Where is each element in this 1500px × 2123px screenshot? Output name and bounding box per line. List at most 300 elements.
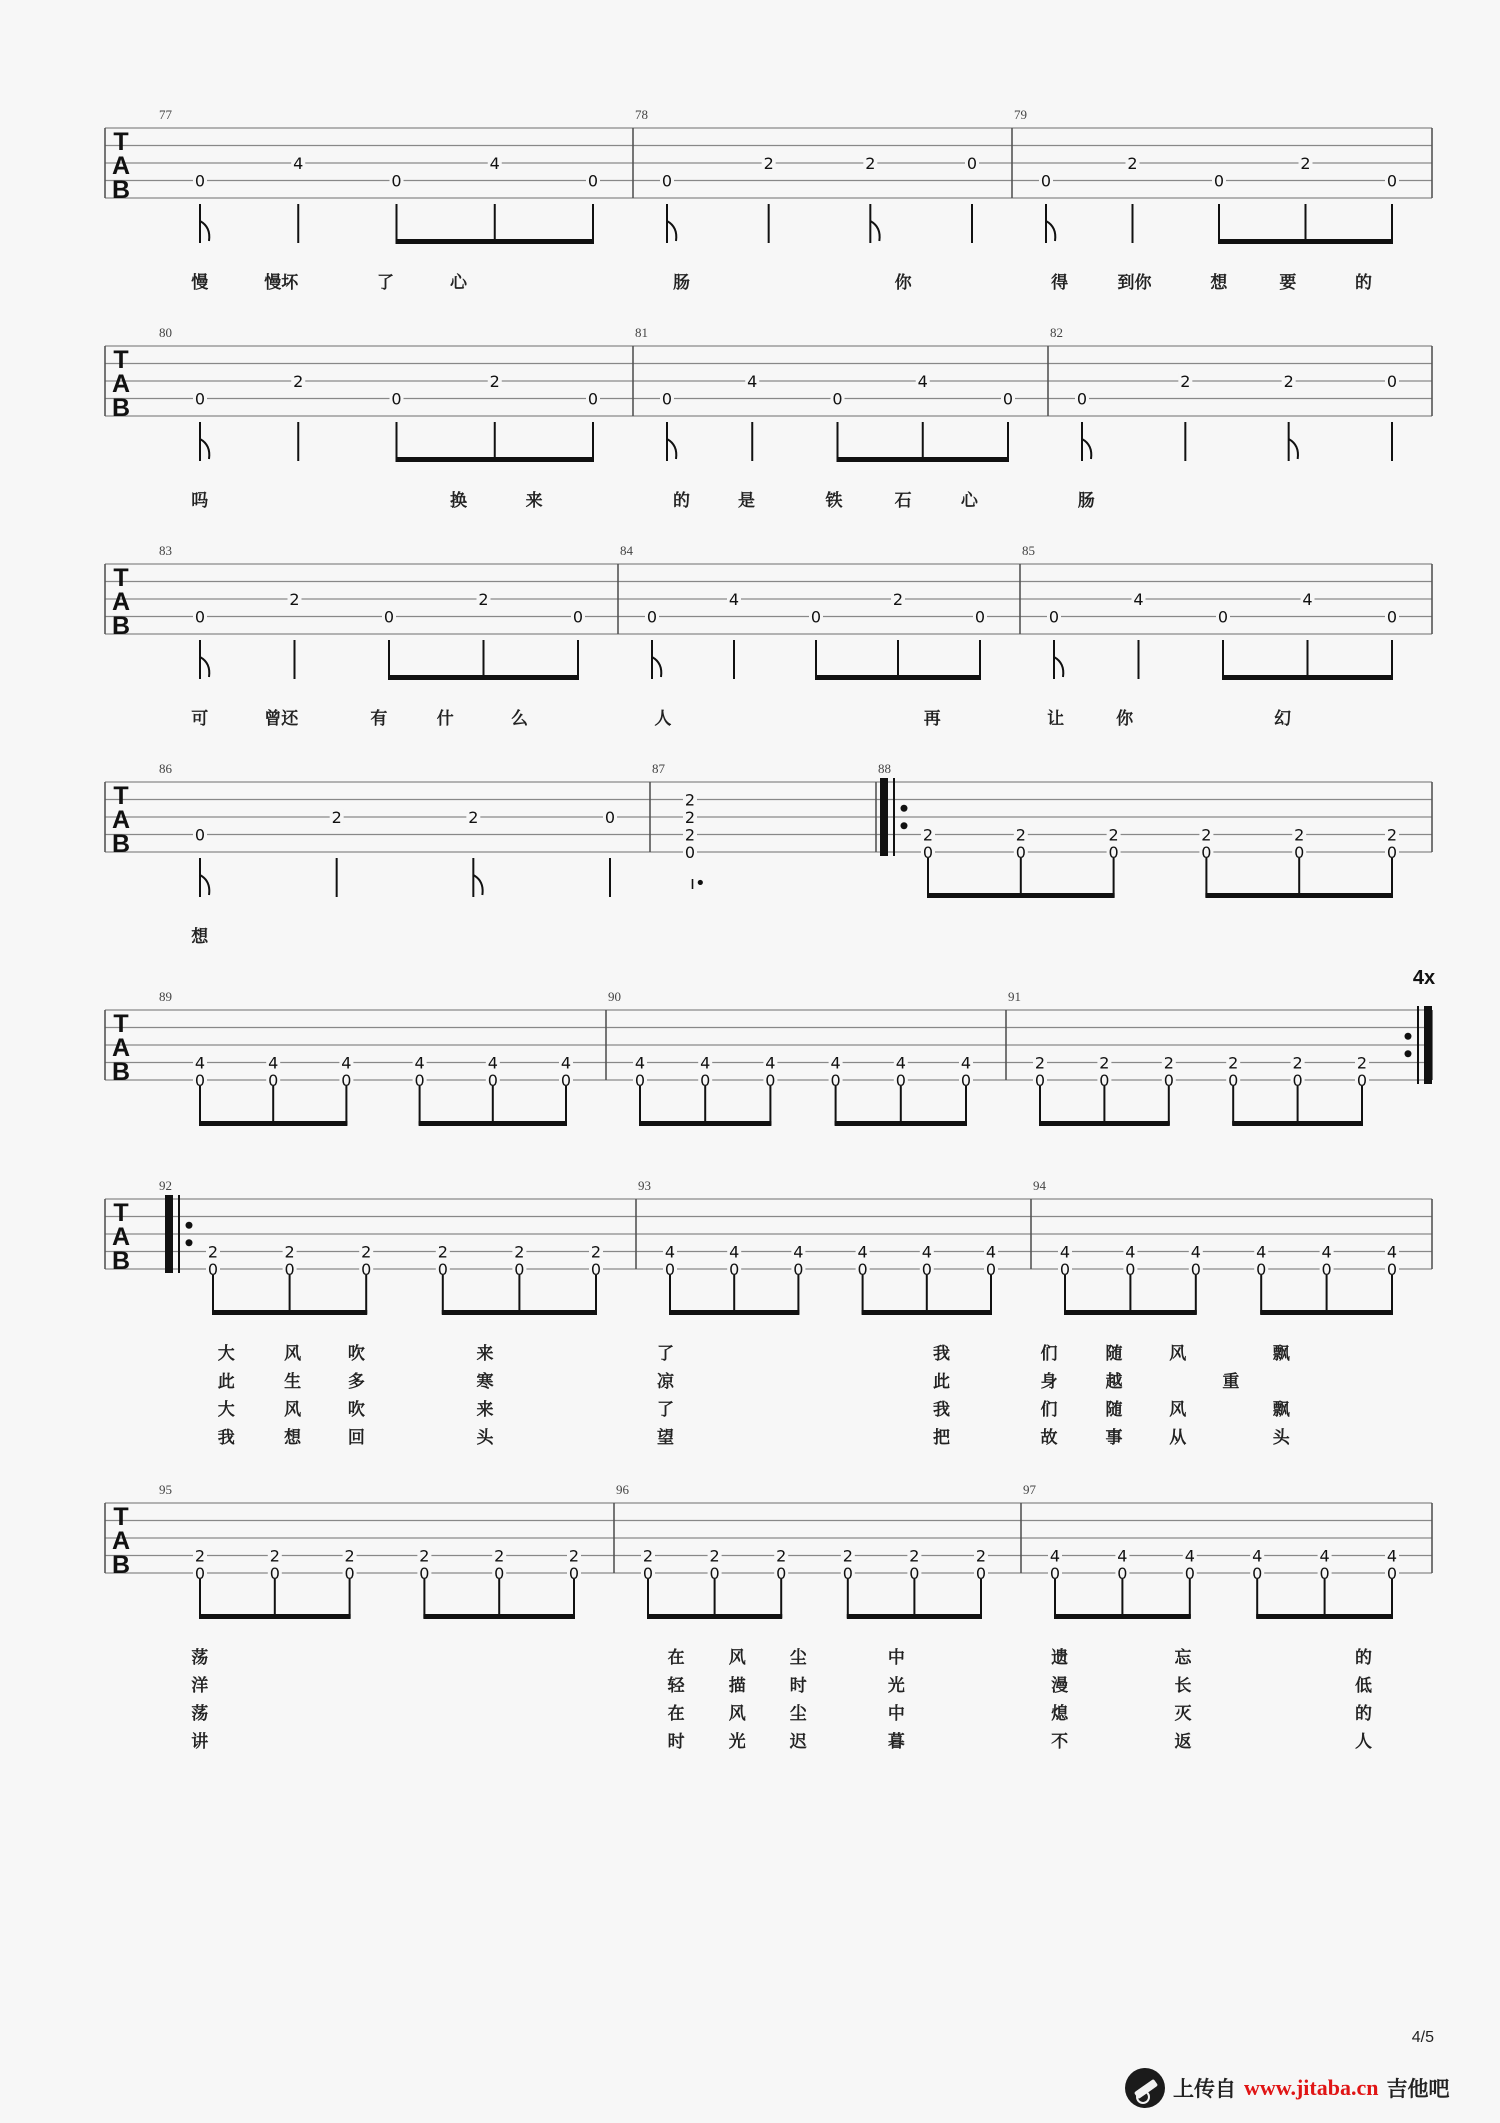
lyric-syllable: 遗 bbox=[1051, 1648, 1069, 1668]
tab-clef-letter-a: A bbox=[111, 588, 131, 616]
lyric-syllable: 有 bbox=[370, 709, 388, 729]
lyric-syllable: 换 bbox=[450, 491, 468, 511]
eighth-note-flag bbox=[667, 439, 676, 459]
fret-number: 0 bbox=[1048, 607, 1060, 627]
lyric-syllable: 灭 bbox=[1174, 1704, 1192, 1724]
eighth-note-beam bbox=[388, 675, 579, 680]
tab-clef-letter-a: A bbox=[111, 1527, 131, 1555]
fret-number: 2 bbox=[909, 1546, 920, 1566]
fret-number: 0 bbox=[842, 1564, 853, 1583]
lyric-syllable: 吹 bbox=[347, 1400, 365, 1420]
lyric-syllable: 人 bbox=[1355, 1732, 1373, 1752]
fret-number: 0 bbox=[568, 1564, 580, 1583]
fret-number: 0 bbox=[1386, 171, 1398, 191]
tab-clef-letter-b: B bbox=[111, 612, 131, 640]
lyric-syllable: 想 bbox=[191, 927, 209, 947]
fret-number: 0 bbox=[194, 607, 206, 627]
lyric-syllable: 幻 bbox=[1274, 709, 1292, 729]
fret-number: 0 bbox=[344, 1564, 355, 1583]
lyric-syllable: 越 bbox=[1105, 1372, 1123, 1392]
lyric-syllable: 把 bbox=[933, 1428, 951, 1448]
tab-clef-letter-t: T bbox=[113, 1199, 129, 1227]
fret-number: 0 bbox=[1163, 1071, 1174, 1090]
fret-number: 2 bbox=[975, 1546, 987, 1566]
fret-number: 0 bbox=[960, 1071, 972, 1090]
fret-number: 0 bbox=[1256, 1260, 1267, 1279]
lyric-syllable: 风 bbox=[728, 1704, 746, 1724]
measure-number: 86 bbox=[159, 761, 172, 776]
fret-number: 4 bbox=[293, 154, 304, 173]
fret-number: 0 bbox=[341, 1071, 352, 1090]
lyric-syllable: 随 bbox=[1105, 1400, 1123, 1420]
fret-number: 0 bbox=[207, 1260, 219, 1279]
eighth-note-beam bbox=[862, 1310, 992, 1315]
repeat-dot bbox=[186, 1239, 193, 1246]
fret-number: 0 bbox=[284, 1260, 295, 1279]
eighth-note-flag bbox=[652, 657, 661, 677]
lyric-syllable: 低 bbox=[1355, 1676, 1373, 1696]
lyric-syllable: 到你 bbox=[1117, 273, 1152, 293]
eighth-note-beam bbox=[1054, 1614, 1191, 1619]
eighth-note-flag bbox=[200, 657, 209, 677]
repeat-dot bbox=[1405, 1033, 1412, 1040]
tab-clef-letter-a: A bbox=[111, 806, 131, 834]
eighth-note-beam bbox=[847, 1614, 982, 1619]
fret-number: 0 bbox=[560, 1071, 572, 1090]
eighth-note-beam bbox=[837, 457, 1010, 462]
fret-number: 2 bbox=[1283, 372, 1294, 391]
measure-number: 92 bbox=[159, 1178, 172, 1193]
fret-number: 0 bbox=[1356, 1071, 1368, 1090]
eighth-note-beam bbox=[1260, 1310, 1393, 1315]
lyric-syllable: 在 bbox=[667, 1648, 685, 1668]
fret-number: 0 bbox=[383, 607, 395, 627]
eighth-note-beam bbox=[1256, 1614, 1393, 1619]
fret-number: 0 bbox=[494, 1564, 505, 1583]
lyric-syllable: 慢坏 bbox=[264, 273, 299, 293]
eighth-note-beam bbox=[199, 1614, 351, 1619]
eighth-note-beam bbox=[199, 1121, 347, 1126]
lyric-syllable: 重 bbox=[1222, 1372, 1240, 1392]
fret-number: 4 bbox=[1133, 590, 1144, 609]
tab-clef-letter-a: A bbox=[111, 1223, 131, 1251]
tab-clef-letter-t: T bbox=[113, 1010, 129, 1038]
lyric-syllable: 寒 bbox=[476, 1372, 494, 1392]
lyric-syllable: 们 bbox=[1040, 1400, 1058, 1420]
repeat-dot bbox=[901, 822, 908, 829]
fret-number: 4 bbox=[765, 1053, 776, 1073]
fret-number: 4 bbox=[1321, 1242, 1332, 1262]
lyric-syllable: 在 bbox=[667, 1704, 685, 1724]
lyric-syllable: 身 bbox=[1040, 1372, 1058, 1392]
fret-number: 0 bbox=[1213, 171, 1225, 191]
fret-number: 0 bbox=[646, 607, 658, 627]
fret-number: 2 bbox=[269, 1546, 280, 1566]
fret-number: 0 bbox=[895, 1071, 906, 1090]
fret-number: 0 bbox=[985, 1260, 997, 1279]
lyric-syllable: 此 bbox=[217, 1372, 235, 1392]
repeat-dot bbox=[186, 1222, 193, 1229]
fret-number: 0 bbox=[419, 1564, 430, 1583]
lyric-syllable: 风 bbox=[284, 1400, 302, 1420]
fret-number: 0 bbox=[1386, 843, 1398, 862]
fret-number: 4 bbox=[487, 1053, 498, 1073]
fret-number: 0 bbox=[1217, 607, 1229, 627]
fret-number: 2 bbox=[1180, 372, 1191, 391]
fret-number: 0 bbox=[1117, 1564, 1128, 1583]
lyric-syllable: 荡 bbox=[191, 1648, 209, 1668]
lyric-syllable: 大 bbox=[217, 1344, 235, 1364]
measure-number: 93 bbox=[638, 1178, 651, 1193]
fret-number: 0 bbox=[194, 1071, 206, 1090]
lyric-syllable: 描 bbox=[728, 1676, 746, 1696]
fret-number: 0 bbox=[1201, 843, 1212, 862]
fret-number: 4 bbox=[194, 1053, 206, 1073]
fret-number: 4 bbox=[1125, 1242, 1136, 1262]
fret-number: 0 bbox=[1386, 1260, 1398, 1279]
tab-clef-letter-t: T bbox=[113, 782, 129, 810]
fret-number: 0 bbox=[642, 1564, 654, 1583]
repeat-start-thick-bar bbox=[165, 1195, 173, 1273]
upload-site-url[interactable]: www.jitaba.cn bbox=[1244, 2075, 1379, 2100]
fret-number: 2 bbox=[514, 1242, 525, 1262]
fret-number: 2 bbox=[590, 1242, 602, 1262]
fret-number: 0 bbox=[909, 1564, 920, 1583]
lyric-syllable: 长 bbox=[1174, 1676, 1192, 1696]
tab-clef-letter-b: B bbox=[111, 394, 131, 422]
measure-number: 78 bbox=[635, 107, 648, 122]
eighth-note-flag bbox=[667, 221, 676, 241]
fret-number: 4 bbox=[1386, 1546, 1398, 1566]
tab-clef-letter-b: B bbox=[111, 830, 131, 858]
lyric-syllable: 光 bbox=[887, 1676, 905, 1696]
lyric-syllable: 忘 bbox=[1174, 1648, 1192, 1668]
fret-number: 2 bbox=[494, 1546, 505, 1566]
fret-number: 0 bbox=[1034, 1071, 1046, 1090]
fret-number: 2 bbox=[437, 1242, 448, 1262]
lyric-syllable: 返 bbox=[1174, 1732, 1192, 1752]
lyric-syllable: 是 bbox=[737, 491, 755, 511]
lyric-syllable: 迟 bbox=[789, 1732, 807, 1752]
lyric-syllable: 的 bbox=[1355, 1648, 1373, 1668]
lyric-syllable: 了 bbox=[377, 273, 395, 293]
fret-number: 2 bbox=[1294, 825, 1305, 845]
lyric-syllable: 飘 bbox=[1272, 1344, 1290, 1364]
fret-number: 2 bbox=[1015, 825, 1026, 845]
eighth-note-beam bbox=[835, 1121, 967, 1126]
fret-number: 2 bbox=[1292, 1053, 1303, 1073]
lyric-syllable: 故 bbox=[1040, 1428, 1058, 1448]
eighth-note-flag bbox=[1046, 221, 1055, 241]
page-number: 4/5 bbox=[1411, 2029, 1434, 2046]
lyric-syllable: 我 bbox=[933, 1344, 951, 1364]
lyric-syllable: 来 bbox=[525, 491, 543, 511]
eighth-note-beam bbox=[927, 893, 1115, 898]
repeat-start-thick-bar bbox=[880, 778, 888, 856]
fret-number: 0 bbox=[810, 607, 822, 627]
lyric-syllable: 风 bbox=[284, 1344, 302, 1364]
eighth-note-flag bbox=[1289, 439, 1298, 459]
fret-number: 2 bbox=[684, 790, 696, 810]
eighth-note-beam bbox=[1232, 1121, 1363, 1126]
eighth-note-beam bbox=[1064, 1310, 1197, 1315]
eighth-note-beam bbox=[1218, 239, 1393, 244]
lyric-syllable: 心 bbox=[960, 491, 978, 511]
lyric-syllable: 了 bbox=[657, 1344, 675, 1364]
eighth-note-beam bbox=[419, 1121, 567, 1126]
eighth-note-beam bbox=[212, 1310, 367, 1315]
fret-number: 0 bbox=[194, 171, 206, 191]
fret-number: 2 bbox=[289, 590, 300, 609]
fret-number: 4 bbox=[560, 1053, 572, 1073]
measure-number: 88 bbox=[878, 761, 891, 776]
lyric-syllable: 石 bbox=[894, 491, 912, 511]
lyric-syllable: 慢 bbox=[191, 273, 209, 293]
lyric-syllable: 事 bbox=[1105, 1428, 1123, 1448]
tab-clef-letter-t: T bbox=[113, 564, 129, 592]
eighth-note-beam bbox=[396, 457, 595, 462]
fret-number: 0 bbox=[1252, 1564, 1263, 1583]
lyric-syllable: 要 bbox=[1279, 273, 1297, 293]
fret-number: 0 bbox=[587, 389, 599, 409]
measure-number: 91 bbox=[1008, 989, 1021, 1004]
fret-number: 2 bbox=[207, 1242, 219, 1262]
fret-number: 0 bbox=[776, 1564, 787, 1583]
fret-number: 0 bbox=[487, 1071, 498, 1090]
fret-number: 0 bbox=[709, 1564, 720, 1583]
fret-number: 2 bbox=[478, 590, 489, 609]
fret-number: 0 bbox=[1292, 1071, 1303, 1090]
eighth-note-beam bbox=[647, 1614, 782, 1619]
fret-number: 0 bbox=[1184, 1564, 1195, 1583]
measure-number: 97 bbox=[1023, 1482, 1036, 1497]
tab-clef-letter-b: B bbox=[111, 1551, 131, 1579]
fret-number: 2 bbox=[1356, 1053, 1368, 1073]
fret-number: 0 bbox=[832, 389, 843, 409]
eighth-note-beam bbox=[815, 675, 981, 680]
lyric-syllable: 凉 bbox=[657, 1372, 675, 1392]
lyric-syllable: 漫 bbox=[1051, 1676, 1069, 1696]
eighth-note-beam bbox=[1205, 893, 1393, 898]
fret-number: 2 bbox=[331, 808, 342, 827]
fret-number: 2 bbox=[1099, 1053, 1110, 1073]
fret-number: 2 bbox=[568, 1546, 580, 1566]
fret-number: 0 bbox=[634, 1071, 646, 1090]
lyric-syllable: 肠 bbox=[1077, 491, 1095, 511]
lyric-syllable: 肠 bbox=[672, 273, 690, 293]
lyric-syllable: 光 bbox=[728, 1732, 746, 1752]
fret-number: 0 bbox=[729, 1260, 740, 1279]
lyric-syllable: 你 bbox=[894, 273, 912, 293]
fret-number: 0 bbox=[966, 154, 978, 173]
eighth-note-flag bbox=[200, 875, 209, 895]
fret-number: 4 bbox=[268, 1053, 279, 1073]
eighth-note-beam bbox=[442, 1310, 597, 1315]
lyric-syllable: 想 bbox=[1210, 273, 1228, 293]
lyric-syllable: 中 bbox=[887, 1648, 905, 1668]
fret-number: 2 bbox=[776, 1546, 787, 1566]
lyric-syllable: 风 bbox=[728, 1648, 746, 1668]
fret-number: 0 bbox=[1015, 843, 1026, 862]
lyric-syllable: 想 bbox=[284, 1428, 302, 1448]
fret-number: 0 bbox=[684, 843, 696, 862]
tab-clef-letter-b: B bbox=[111, 176, 131, 204]
jitaba-logo-icon bbox=[1125, 2068, 1165, 2108]
lyric-syllable: 从 bbox=[1169, 1428, 1187, 1448]
measure-number: 81 bbox=[635, 325, 648, 340]
fret-number: 4 bbox=[921, 1242, 932, 1262]
fret-number: 2 bbox=[763, 154, 774, 173]
lyric-syllable: 暮 bbox=[887, 1732, 905, 1752]
tab-clef-letter-a: A bbox=[111, 1034, 131, 1062]
fret-number: 2 bbox=[344, 1546, 355, 1566]
fret-number: 2 bbox=[892, 590, 904, 609]
fret-number: 0 bbox=[1059, 1260, 1071, 1279]
measure-number: 83 bbox=[159, 543, 172, 558]
upload-credit[interactable] bbox=[1125, 2068, 1449, 2108]
tab-clef-letter-t: T bbox=[113, 346, 129, 374]
fret-number: 2 bbox=[684, 808, 696, 827]
tab-clef-letter-t: T bbox=[113, 1503, 129, 1531]
lyric-syllable: 来 bbox=[476, 1344, 494, 1364]
measure-number: 82 bbox=[1050, 325, 1063, 340]
measure-number: 94 bbox=[1033, 1178, 1046, 1193]
fret-number: 4 bbox=[1256, 1242, 1267, 1262]
measure-number: 84 bbox=[620, 543, 633, 558]
fret-number: 4 bbox=[895, 1053, 906, 1073]
fret-number: 0 bbox=[572, 607, 584, 627]
fret-number: 4 bbox=[729, 1242, 740, 1262]
fret-number: 4 bbox=[414, 1053, 425, 1073]
lyric-syllable: 可 bbox=[191, 709, 209, 729]
fret-number: 2 bbox=[361, 1242, 372, 1262]
fret-number: 0 bbox=[269, 1564, 280, 1583]
fret-number: 2 bbox=[684, 825, 696, 845]
fret-number: 2 bbox=[1127, 154, 1138, 173]
fret-number: 0 bbox=[391, 389, 402, 409]
tab-clef-letter-b: B bbox=[111, 1247, 131, 1275]
fret-number: 0 bbox=[922, 843, 934, 862]
lyric-syllable: 让 bbox=[1047, 709, 1065, 729]
eighth-note-beam bbox=[639, 1121, 771, 1126]
lyric-syllable: 头 bbox=[1272, 1428, 1290, 1448]
fret-number: 0 bbox=[268, 1071, 279, 1090]
lyric-syllable: 荡 bbox=[191, 1704, 209, 1724]
fret-number: 4 bbox=[341, 1053, 352, 1073]
fret-number: 4 bbox=[1386, 1242, 1398, 1262]
lyric-syllable: 的 bbox=[1355, 273, 1373, 293]
fret-number: 4 bbox=[960, 1053, 972, 1073]
fret-number: 0 bbox=[700, 1071, 711, 1090]
eighth-note-beam bbox=[1039, 1121, 1170, 1126]
measure-number: 90 bbox=[608, 989, 621, 1004]
lyric-syllable: 吗 bbox=[191, 491, 209, 511]
fret-number: 0 bbox=[1386, 1564, 1398, 1583]
fret-number: 4 bbox=[747, 372, 758, 391]
lyric-syllable: 望 bbox=[657, 1428, 675, 1448]
lyric-syllable: 们 bbox=[1040, 1344, 1058, 1364]
fret-number: 0 bbox=[1319, 1564, 1330, 1583]
lyric-syllable: 中 bbox=[887, 1704, 905, 1724]
lyric-syllable: 生 bbox=[284, 1372, 302, 1392]
eighth-note-flag bbox=[870, 221, 879, 241]
lyric-syllable: 吹 bbox=[347, 1344, 365, 1364]
lyric-syllable: 洋 bbox=[191, 1676, 209, 1696]
eighth-note-flag bbox=[200, 439, 209, 459]
lyric-syllable: 人 bbox=[654, 709, 672, 729]
lyric-syllable: 头 bbox=[476, 1428, 494, 1448]
lyric-syllable: 时 bbox=[667, 1732, 685, 1752]
repeat-dot bbox=[1405, 1050, 1412, 1057]
fret-number: 0 bbox=[414, 1071, 425, 1090]
fret-number: 0 bbox=[1040, 171, 1052, 191]
fret-number: 4 bbox=[1059, 1242, 1071, 1262]
fret-number: 4 bbox=[985, 1242, 997, 1262]
lyric-syllable: 此 bbox=[933, 1372, 951, 1392]
fret-number: 0 bbox=[661, 171, 673, 191]
fret-number: 0 bbox=[361, 1260, 372, 1279]
fret-number: 0 bbox=[604, 808, 616, 827]
repeat-end-thick-bar bbox=[1424, 1006, 1432, 1084]
lyric-syllable: 熄 bbox=[1051, 1704, 1069, 1724]
fret-number: 0 bbox=[1321, 1260, 1332, 1279]
fret-number: 0 bbox=[661, 389, 673, 409]
fret-number: 2 bbox=[419, 1546, 430, 1566]
lyric-syllable: 心 bbox=[450, 273, 468, 293]
fret-number: 2 bbox=[865, 154, 876, 173]
fret-number: 0 bbox=[437, 1260, 448, 1279]
measure-number: 87 bbox=[652, 761, 665, 776]
lyric-syllable: 回 bbox=[347, 1428, 365, 1448]
lyric-syllable: 再 bbox=[923, 709, 941, 729]
lyric-syllable: 什 bbox=[436, 709, 454, 729]
lyric-syllable: 了 bbox=[657, 1400, 675, 1420]
lyric-syllable: 多 bbox=[347, 1372, 365, 1392]
fret-number: 2 bbox=[489, 372, 500, 391]
fret-number: 2 bbox=[1163, 1053, 1174, 1073]
lyric-syllable: 不 bbox=[1051, 1732, 1069, 1752]
measure-number: 80 bbox=[159, 325, 172, 340]
fret-number: 0 bbox=[664, 1260, 676, 1279]
fret-number: 0 bbox=[587, 171, 599, 191]
eighth-note-flag bbox=[1054, 657, 1063, 677]
lyric-syllable: 的 bbox=[672, 491, 690, 511]
fret-number: 0 bbox=[1076, 389, 1088, 409]
fret-number: 2 bbox=[1108, 825, 1119, 845]
measure-number: 89 bbox=[159, 989, 172, 1004]
lyric-syllable: 曾还 bbox=[264, 709, 299, 729]
fret-number: 2 bbox=[468, 808, 479, 827]
measure-number: 79 bbox=[1014, 107, 1027, 122]
fret-number: 2 bbox=[1386, 825, 1398, 845]
lyric-syllable: 轻 bbox=[667, 1676, 685, 1696]
fret-number: 0 bbox=[1125, 1260, 1136, 1279]
lyric-syllable: 来 bbox=[476, 1400, 494, 1420]
fret-number: 4 bbox=[1190, 1242, 1201, 1262]
fret-number: 0 bbox=[391, 171, 402, 191]
lyric-syllable: 得 bbox=[1051, 273, 1069, 293]
fret-number: 0 bbox=[921, 1260, 932, 1279]
fret-number: 4 bbox=[1302, 590, 1313, 609]
fret-number: 2 bbox=[194, 1546, 206, 1566]
fret-number: 2 bbox=[1034, 1053, 1046, 1073]
eighth-note-beam bbox=[423, 1614, 575, 1619]
fret-number: 0 bbox=[194, 1564, 206, 1583]
fret-number: 0 bbox=[1386, 372, 1398, 391]
fret-number: 4 bbox=[1049, 1546, 1061, 1566]
tab-clef-letter-b: B bbox=[111, 1058, 131, 1086]
fret-number: 4 bbox=[793, 1242, 804, 1262]
